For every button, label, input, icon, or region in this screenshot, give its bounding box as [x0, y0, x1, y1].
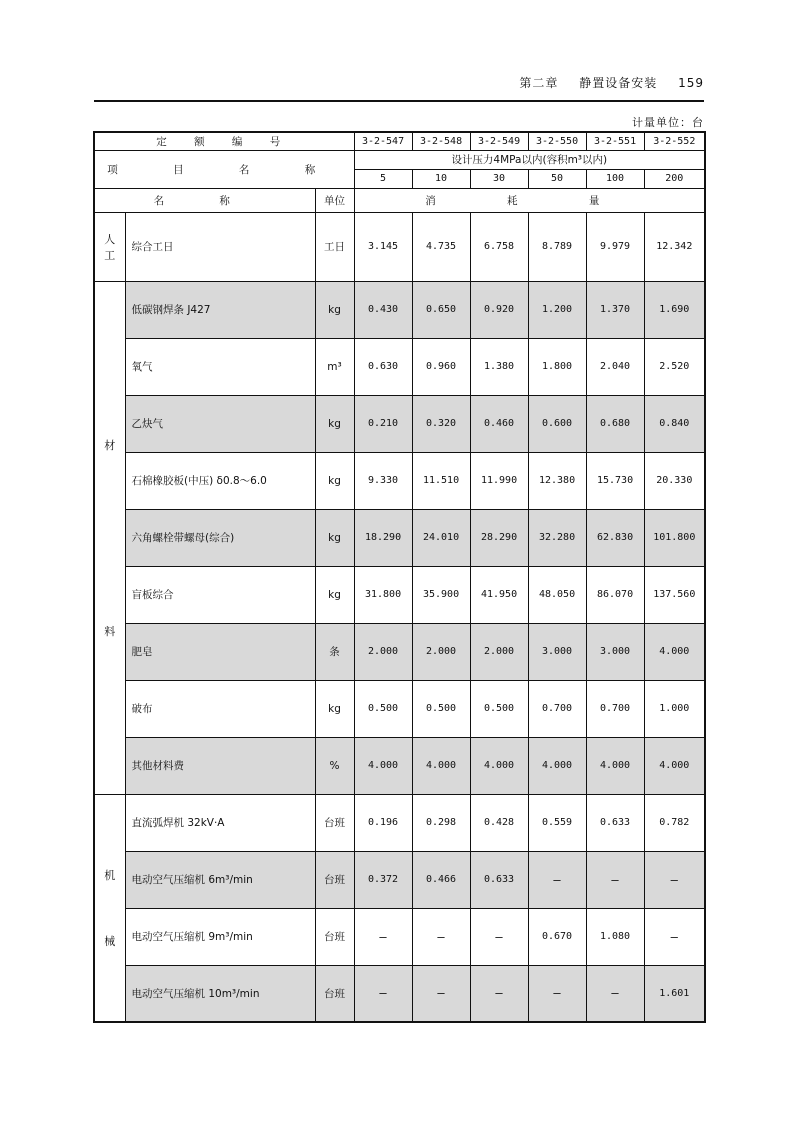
- section-title: 静置设备安装: [579, 76, 658, 90]
- value-cell: 3.145: [354, 212, 412, 281]
- value-cell: 11.510: [412, 452, 470, 509]
- value-cell: 2.040: [586, 338, 644, 395]
- value-cell: 1.080: [586, 908, 644, 965]
- machinery-category: [94, 794, 125, 1022]
- item-name: 乙炔气: [125, 395, 315, 452]
- value-cell: 0.633: [586, 794, 644, 851]
- value-cell: 4.000: [644, 737, 705, 794]
- item-unit: %: [315, 737, 354, 794]
- value-cell: 35.900: [412, 566, 470, 623]
- value-cell: 32.280: [528, 509, 586, 566]
- value-cell: 1.601: [644, 965, 705, 1022]
- table-row: [94, 851, 705, 908]
- item-name: 电动空气压缩机 6m³/min: [125, 851, 315, 908]
- value-cell: 4.000: [412, 737, 470, 794]
- value-cell: 4.000: [470, 737, 528, 794]
- chapter-label: 第二章: [519, 76, 559, 90]
- volume-cell: 200: [644, 169, 705, 188]
- item-name: 石棉橡胶板(中压) δ0.8～6.0: [125, 452, 315, 509]
- table-row: [94, 680, 705, 737]
- value-cell: 0.196: [354, 794, 412, 851]
- volume-cell: 100: [586, 169, 644, 188]
- value-cell: 2.000: [354, 623, 412, 680]
- value-cell: 31.800: [354, 566, 412, 623]
- category-char: 工: [104, 248, 116, 262]
- item-name: 六角螺栓带螺母(综合): [125, 509, 315, 566]
- value-cell: 20.330: [644, 452, 705, 509]
- item-name: 电动空气压缩机 10m³/min: [125, 965, 315, 1022]
- item-label: 项 目 名 称: [94, 150, 354, 188]
- volume-cell: 10: [412, 169, 470, 188]
- value-cell: 1.380: [470, 338, 528, 395]
- item-name: 低碳钢焊条 J427: [125, 281, 315, 338]
- item-unit: 台班: [315, 851, 354, 908]
- value-cell: 0.372: [354, 851, 412, 908]
- value-cell: —: [470, 965, 528, 1022]
- value-cell: 0.500: [470, 680, 528, 737]
- value-cell: 0.700: [528, 680, 586, 737]
- quota-code: 3-2-552: [644, 132, 705, 150]
- value-cell: 1.370: [586, 281, 644, 338]
- quota-code: 3-2-551: [586, 132, 644, 150]
- value-cell: 0.428: [470, 794, 528, 851]
- quota-code: 3-2-548: [412, 132, 470, 150]
- table-row: [94, 395, 705, 452]
- value-cell: 4.000: [586, 737, 644, 794]
- item-unit: kg: [315, 566, 354, 623]
- value-cell: 24.010: [412, 509, 470, 566]
- value-cell: —: [586, 851, 644, 908]
- value-cell: 1.800: [528, 338, 586, 395]
- table-row: [94, 281, 705, 338]
- value-cell: 1.200: [528, 281, 586, 338]
- value-cell: 0.298: [412, 794, 470, 851]
- value-cell: —: [354, 908, 412, 965]
- category-char: 械: [104, 934, 116, 948]
- item-unit: kg: [315, 395, 354, 452]
- item-unit: 台班: [315, 794, 354, 851]
- volume-cell: 30: [470, 169, 528, 188]
- value-cell: 2.520: [644, 338, 705, 395]
- value-cell: 2.000: [412, 623, 470, 680]
- value-cell: 4.000: [528, 737, 586, 794]
- value-cell: 0.320: [412, 395, 470, 452]
- col-name-header: 名 称: [94, 188, 315, 212]
- value-cell: 4.000: [644, 623, 705, 680]
- value-cell: 41.950: [470, 566, 528, 623]
- spec-label: 设计压力4MPa以内(容积m³以内): [354, 150, 705, 169]
- value-cell: 0.460: [470, 395, 528, 452]
- value-cell: 0.782: [644, 794, 705, 851]
- item-unit: 台班: [315, 965, 354, 1022]
- category-char: 机: [104, 868, 116, 882]
- value-cell: —: [644, 908, 705, 965]
- quota-code-row: [94, 132, 705, 150]
- value-cell: 0.700: [586, 680, 644, 737]
- value-cell: —: [412, 908, 470, 965]
- value-cell: 9.330: [354, 452, 412, 509]
- value-cell: 6.758: [470, 212, 528, 281]
- value-cell: 0.650: [412, 281, 470, 338]
- item-name: 综合工日: [125, 212, 315, 281]
- value-cell: 0.466: [412, 851, 470, 908]
- value-cell: 18.290: [354, 509, 412, 566]
- value-cell: 0.500: [354, 680, 412, 737]
- item-name: 直流弧焊机 32kV·A: [125, 794, 315, 851]
- item-name: 其他材料费: [125, 737, 315, 794]
- value-cell: 0.840: [644, 395, 705, 452]
- table-row: [94, 965, 705, 1022]
- column-header-row: [94, 188, 705, 212]
- table-row: [94, 566, 705, 623]
- item-unit: kg: [315, 509, 354, 566]
- value-cell: 12.342: [644, 212, 705, 281]
- unit-note: 计量单位：台: [632, 116, 704, 129]
- value-cell: 15.730: [586, 452, 644, 509]
- quota-code: 3-2-549: [470, 132, 528, 150]
- table-row: [94, 338, 705, 395]
- item-name: 盲板综合: [125, 566, 315, 623]
- value-cell: 101.800: [644, 509, 705, 566]
- value-cell: 12.380: [528, 452, 586, 509]
- col-unit-header: 单位: [315, 188, 354, 212]
- category-char: 料: [104, 624, 116, 638]
- item-name: 破布: [125, 680, 315, 737]
- value-cell: 0.600: [528, 395, 586, 452]
- materials-category: [94, 281, 125, 794]
- value-cell: 4.000: [354, 737, 412, 794]
- item-unit: m³: [315, 338, 354, 395]
- table-row: [94, 737, 705, 794]
- labor-category: [94, 212, 125, 281]
- header-rule: [94, 100, 704, 102]
- table-row: [94, 623, 705, 680]
- table-row: [94, 452, 705, 509]
- value-cell: 8.789: [528, 212, 586, 281]
- value-cell: 0.960: [412, 338, 470, 395]
- value-cell: 3.000: [528, 623, 586, 680]
- col-consume-header: 消 耗 量: [354, 188, 705, 212]
- quota-code: 3-2-550: [528, 132, 586, 150]
- value-cell: 137.560: [644, 566, 705, 623]
- value-cell: 48.050: [528, 566, 586, 623]
- value-cell: 0.630: [354, 338, 412, 395]
- value-cell: 0.430: [354, 281, 412, 338]
- item-name: 肥皂: [125, 623, 315, 680]
- category-char: 人: [104, 232, 116, 246]
- value-cell: 86.070: [586, 566, 644, 623]
- table-row: [94, 212, 705, 281]
- value-cell: 62.830: [586, 509, 644, 566]
- item-unit: 台班: [315, 908, 354, 965]
- value-cell: 0.920: [470, 281, 528, 338]
- value-cell: 0.633: [470, 851, 528, 908]
- value-cell: —: [644, 851, 705, 908]
- value-cell: 3.000: [586, 623, 644, 680]
- table-row: [94, 908, 705, 965]
- value-cell: 2.000: [470, 623, 528, 680]
- page-number: 159: [678, 76, 704, 90]
- volume-cell: 5: [354, 169, 412, 188]
- value-cell: —: [528, 965, 586, 1022]
- value-cell: 1.000: [644, 680, 705, 737]
- quota-code: 3-2-547: [354, 132, 412, 150]
- volume-cell: 50: [528, 169, 586, 188]
- value-cell: 0.670: [528, 908, 586, 965]
- quota-table: [93, 131, 706, 1023]
- value-cell: —: [412, 965, 470, 1022]
- spec-row: [94, 150, 705, 169]
- category-char: 材: [104, 438, 116, 452]
- page-header: [94, 74, 704, 100]
- item-name: 电动空气压缩机 9m³/min: [125, 908, 315, 965]
- item-unit: 工日: [315, 212, 354, 281]
- item-name: 氧气: [125, 338, 315, 395]
- value-cell: 11.990: [470, 452, 528, 509]
- value-cell: 0.500: [412, 680, 470, 737]
- value-cell: —: [586, 965, 644, 1022]
- table-row: [94, 794, 705, 851]
- item-unit: kg: [315, 281, 354, 338]
- value-cell: 28.290: [470, 509, 528, 566]
- value-cell: 1.690: [644, 281, 705, 338]
- value-cell: —: [528, 851, 586, 908]
- item-unit: 条: [315, 623, 354, 680]
- quota-label: 定 额 编 号: [94, 132, 354, 150]
- item-unit: kg: [315, 680, 354, 737]
- item-unit: kg: [315, 452, 354, 509]
- value-cell: —: [354, 965, 412, 1022]
- table-row: [94, 509, 705, 566]
- value-cell: 0.210: [354, 395, 412, 452]
- value-cell: 0.680: [586, 395, 644, 452]
- value-cell: —: [470, 908, 528, 965]
- value-cell: 4.735: [412, 212, 470, 281]
- value-cell: 0.559: [528, 794, 586, 851]
- value-cell: 9.979: [586, 212, 644, 281]
